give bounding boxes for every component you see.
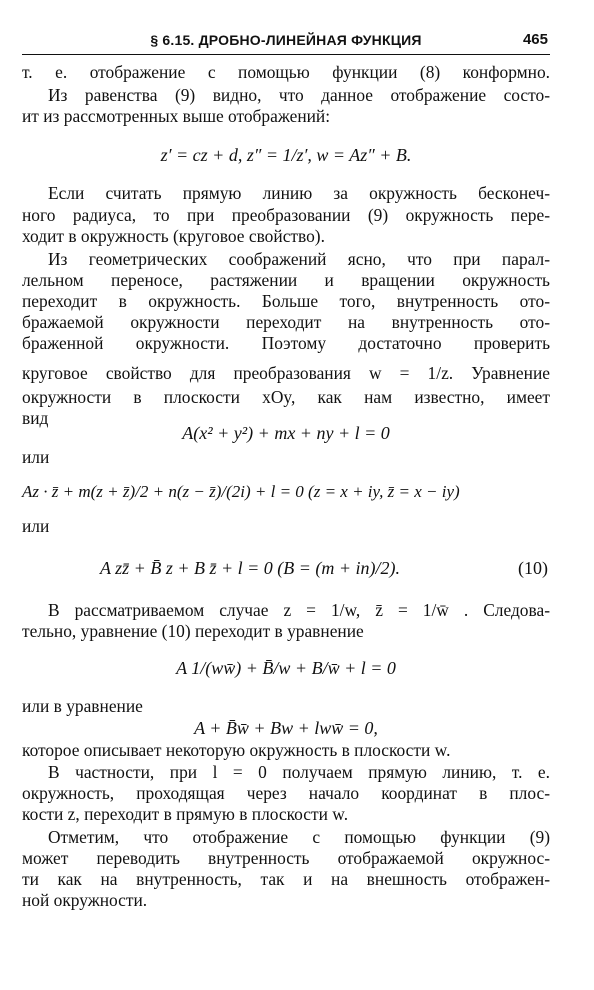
text-line: переходит в окружность. Больше того, внутренность ото- [22,291,550,311]
text-line: Если считать прямую линию за окружность бесконеч- [48,183,550,203]
formula-text: A + B̄w̄ + Bw + lww̄ = 0, [194,718,378,738]
page-number: 465 [522,31,548,48]
running-header [22,30,550,55]
formula-equation-10 [22,544,550,592]
text-line: окружность, проходящая через начало координат в плос- [22,783,550,803]
text-line: Отметим, что отображение с помощью функции (9) [48,827,550,847]
text-line: вид [22,408,49,428]
formula-text: z′ = cz + d, z″ = 1/z′, w = Az″ + B. [160,145,412,165]
formula-w-circle [22,714,550,742]
formula-text: A 1/(ww̄) + B̄/w + B/w̄ + l = 0 [176,658,396,678]
text-line: В рассматриваемом случае z = 1/w, z̄ = 1/w̄ . Следова- [48,600,550,620]
text-line: бражаемой окружности переходит на внутренность ото- [22,312,550,332]
formula-complex-form [22,472,550,512]
text-line: лельном переносе, растяжении и вращении окружность [22,270,550,290]
formula-substituted [22,644,550,692]
text-line: ит из рассмотренных выше отображений: [22,106,331,126]
text-line: ного радиуса, то при преобразовании (9) окружность пере- [22,205,550,225]
section-title: § 6.15. ДРОБНО-ЛИНЕЙНАЯ ФУНКЦИЯ [150,32,422,48]
text-line: или в уравнение [22,696,143,716]
equation-number: (10) [518,558,548,578]
formula-compositions [22,132,550,178]
text-line: браженной окружности. Поэтому достаточно проверить [22,333,550,353]
text-line: или [22,447,50,467]
text-line: круговое свойство для преобразования w = 1/z. Уравнение [22,363,550,383]
text-line: ной окружности. [22,890,148,910]
formula-circle-equation [22,418,550,448]
text-line: Из геометрических соображений ясно, что при парал- [48,249,550,269]
text-line: может переводить внутренность отображаемой окружнос- [22,848,550,868]
text-line: ходит в окружность (круговое свойство). [22,226,325,246]
text-line: или [22,516,50,536]
formula-text: A zz̄ + B̄ z + B z̄ + l = 0 (B = (m + in)/2). [100,558,401,578]
text-line: ти как на внутренность, так и на внешность отображен- [22,869,550,889]
text-line: т. е. отображение с помощью функции (8) конформно. [22,62,550,82]
text-line: кости z, переходит в прямую в плоскости w. [22,804,349,824]
text-line: В частности, при l = 0 получаем прямую линию, т. е. [48,762,550,782]
text-line: которое описывает некоторую окружность в плоскости w. [22,740,451,760]
formula-text: A(x² + y²) + mx + ny + l = 0 [182,423,390,443]
text-line: тельно, уравнение (10) переходит в уравнение [22,621,364,641]
text-line: окружности в плоскости xOy, как нам известно, имеет [22,387,550,407]
formula-text: Az · z̄ + m(z + z̄)/2 + n(z − z̄)/(2i) + l = 0 (z = x + iy, z̄ = x − iy) [22,482,460,501]
text-line: Из равенства (9) видно, что данное отображение состо- [48,85,550,105]
